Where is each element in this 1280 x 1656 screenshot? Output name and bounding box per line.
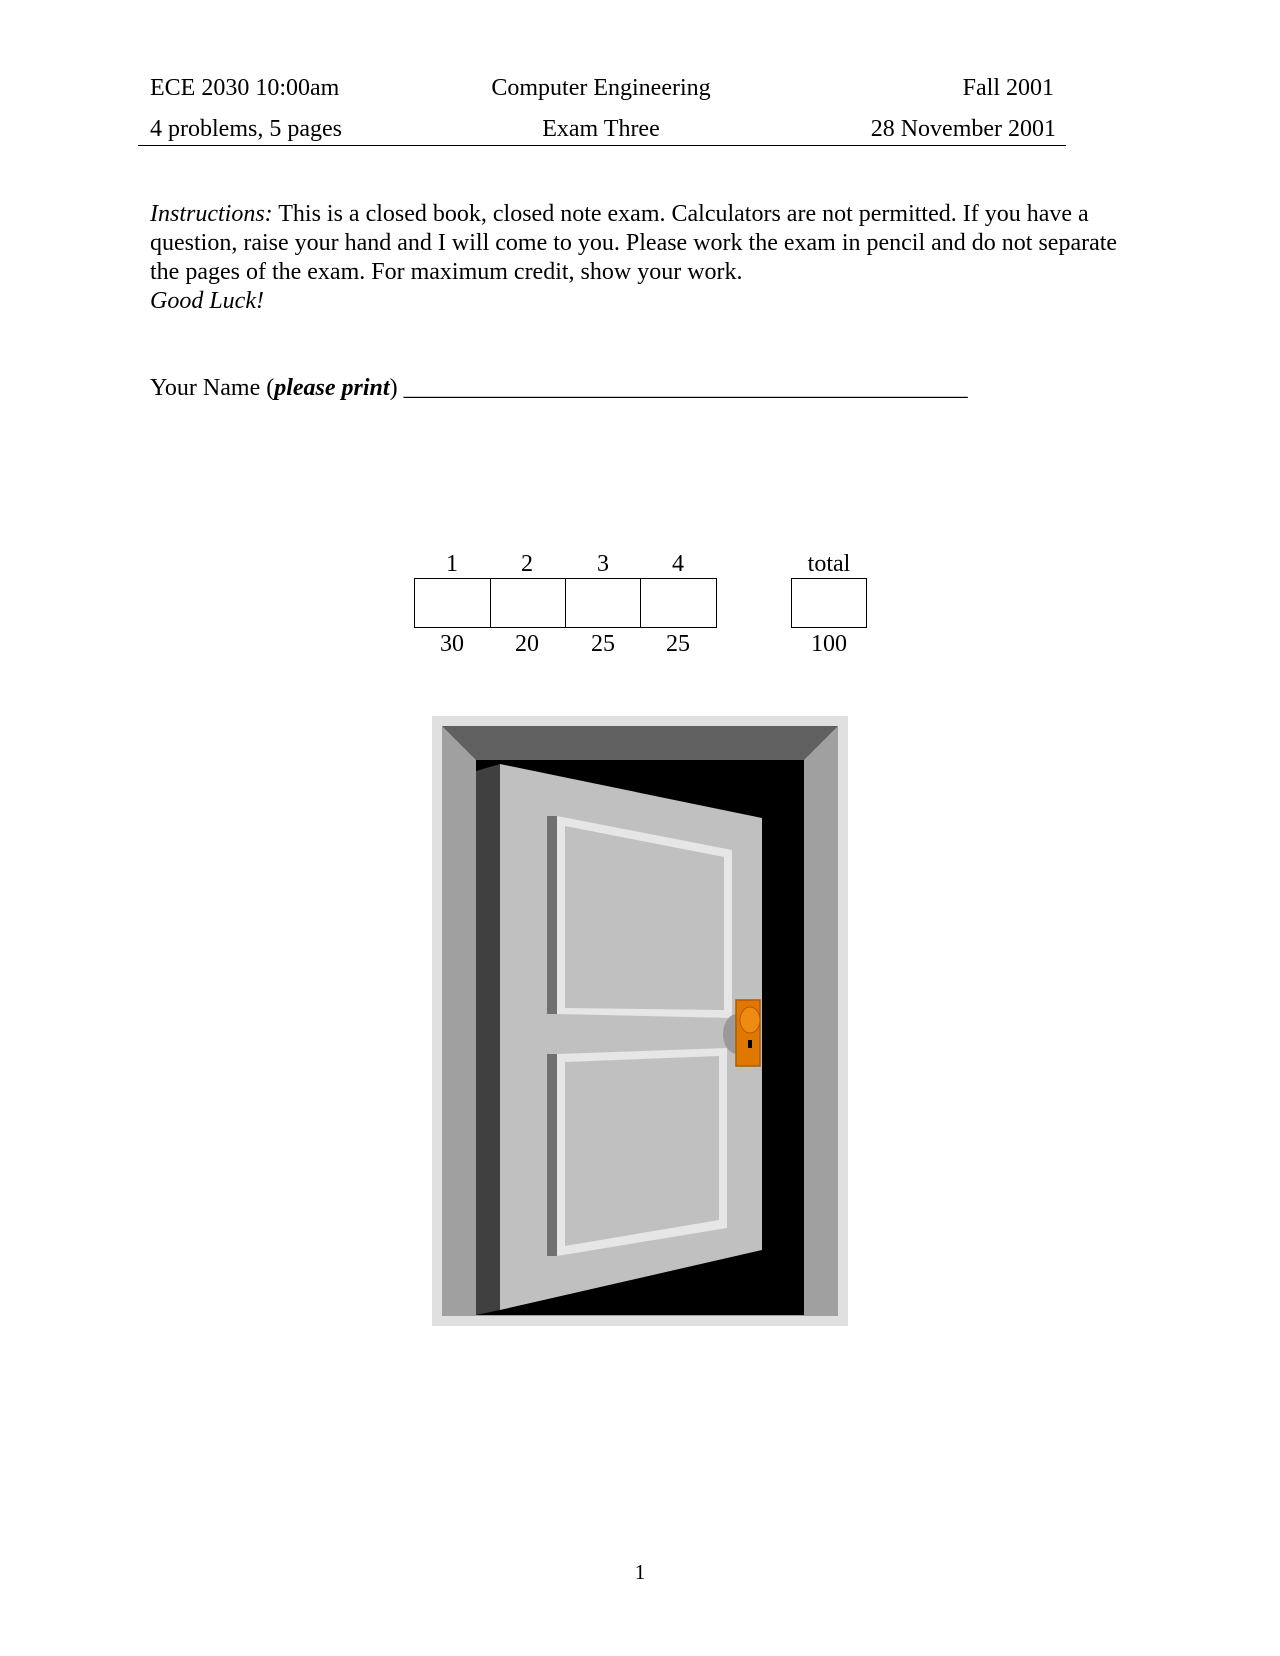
problem-2-points: 20 (515, 631, 539, 657)
problem-2-score-box[interactable] (491, 579, 566, 627)
name-label-start: Your Name ( (150, 375, 275, 401)
problem-1-score-box[interactable] (415, 579, 491, 627)
instructions-block (150, 200, 1150, 316)
exam-title: Exam Three (542, 116, 660, 142)
problem-4-number: 4 (672, 551, 684, 577)
name-label-end: ) (389, 375, 398, 401)
instructions-text: This is a closed book, closed note exam. Calculators are not permitted. If you have a question, raise your hand and I will come to you. Please work the exam in pencil and do not separate the pages of the exam. For maximum credit, show your work. (150, 201, 1118, 285)
total-score-box[interactable] (791, 578, 867, 628)
problem-score-boxes (414, 578, 717, 628)
name-field[interactable] (150, 374, 968, 402)
problem-3-score-box[interactable] (566, 579, 641, 627)
problem-1-number: 1 (446, 551, 458, 577)
problem-4-points: 25 (666, 631, 690, 657)
problem-2-number: 2 (521, 551, 533, 577)
good-luck: Good Luck! (150, 288, 264, 314)
name-label-bold: please print (274, 375, 390, 401)
course-heading: ECE 2030 10:00am (150, 75, 340, 101)
exam-date: 28 November 2001 (870, 116, 1056, 142)
department-heading: Computer Engineering (491, 75, 711, 101)
instructions-label: Instructions: (150, 201, 273, 227)
problem-4-score-box[interactable] (641, 579, 716, 627)
problem-3-points: 25 (591, 631, 615, 657)
open-door-icon (432, 716, 848, 1326)
total-points: 100 (811, 631, 847, 657)
name-blank[interactable]: _______________________________________________ (403, 375, 968, 401)
total-label: total (807, 551, 851, 577)
page-number: 1 (634, 1560, 646, 1584)
problem-1-points: 30 (440, 631, 464, 657)
header-rule (138, 145, 1066, 146)
problem-3-number: 3 (597, 551, 609, 577)
term-heading: Fall 2001 (962, 75, 1054, 101)
exam-length: 4 problems, 5 pages (150, 116, 342, 142)
